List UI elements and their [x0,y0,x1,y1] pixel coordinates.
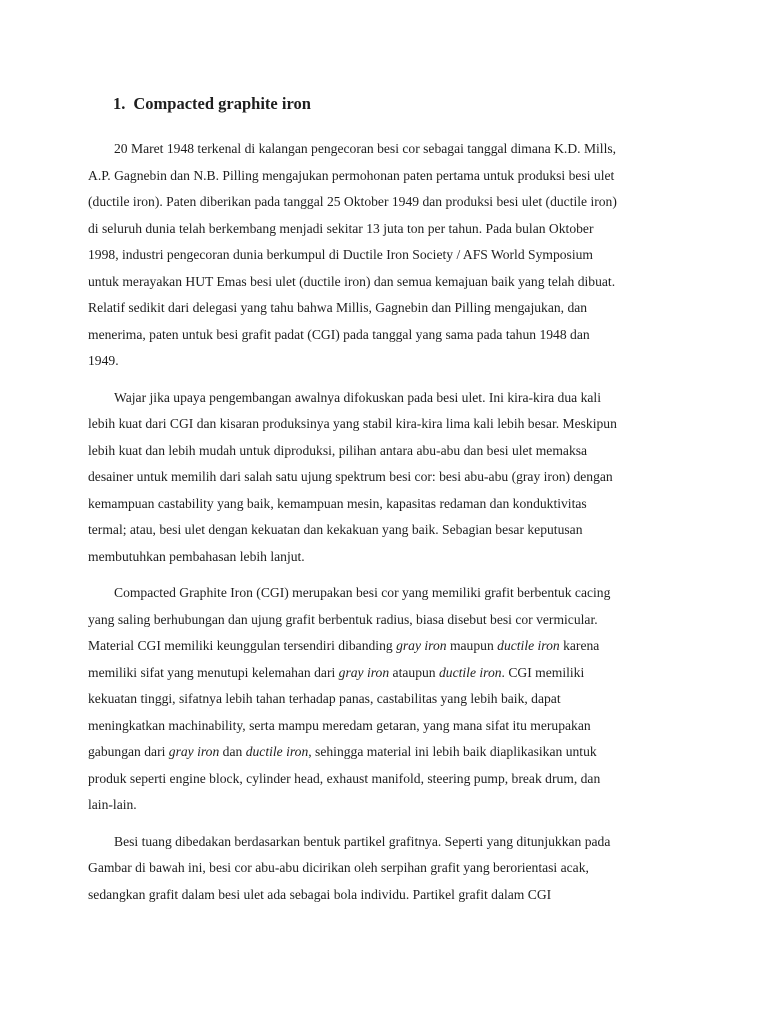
text-run: di seluruh dunia telah berkembang menjadi sekitar 13 juta ton per tahun. Pada bulan Oktober [88,220,594,236]
text-line [88,633,690,660]
text-line [88,766,690,793]
text-run: dan [219,744,246,759]
text-run: maupun [446,638,498,653]
text-line [88,189,690,216]
italic-term: ductile iron [497,638,560,653]
text-run: karena [559,638,600,653]
text-line [88,216,690,243]
text-run: untuk merayakan HUT Emas besi ulet (ductile iron) dan semua kemajuan baik yang telah dibuat. [88,273,616,289]
text-run: Gambar di bawah ini, besi cor abu-abu dicirikan oleh serpihan grafit yang berorientasi acak, [88,860,589,875]
text-run: termal; atau, besi ulet dengan kekuatan dan kekakuan yang baik. Sebagian besar keputusan [88,522,583,537]
text-run: produk seperti engine block, cylinder head, exhaust manifold, steering pump, break drum, dan [88,770,601,786]
text-line [88,136,690,163]
text-line [88,792,690,819]
text-line [88,348,690,375]
text-line [88,739,690,766]
text-line [88,242,690,269]
text-line [88,411,690,438]
text-line [88,322,690,349]
text-run: Besi tuang dibedakan berdasarkan bentuk partikel grafitnya. Seperti yang ditunjukkan pada [114,833,611,849]
text-line [88,686,690,713]
italic-term: gray iron [338,664,390,680]
paragraph [88,385,690,571]
text-run: Relatif sedikit dari delegasi yang tahu bahwa Millis, Gagnebin dan Pilling mengajukan, dan [88,300,588,315]
text-run: Wajar jika upaya pengembangan awalnya difokuskan pada besi ulet. Ini kira-kira dua kali [114,389,601,405]
paragraph [88,136,690,375]
text-run: menerima, paten untuk besi grafit padat (CGI) pada tanggal yang sama pada tahun 1948 dan [88,326,590,342]
text-run: kekuatan tinggi, sifatnya lebih tahan terhadap panas, castabilitas yang lebih baik, dapat [88,691,561,706]
text-line [88,385,690,412]
text-run: , sehingga material ini lebih baik diaplikasikan untuk [308,744,597,759]
paragraph [88,829,690,909]
text-run: Material CGI memiliki keunggulan tersendiri dibanding [88,638,397,653]
text-run: lain-lain. [88,797,137,812]
text-run: (ductile iron). Paten diberikan pada tanggal 25 Oktober 1949 dan produksi besi ulet (ductile iron) [88,194,617,209]
italic-term: gray iron [168,744,220,759]
text-run: lebih kuat dan lebih mudah untuk diproduksi, pilihan antara abu-abu dan besi ulet memaksa [88,442,588,458]
text-run: gabungan dari [88,744,169,759]
text-run: lebih kuat dari CGI dan kisaran produksinya yang stabil kira-kira lima kali lebih besar. Meskipun [88,416,617,431]
section-number: 1. [113,94,126,113]
text-line [88,163,690,190]
italic-term: ductile iron [439,664,502,680]
text-run: sedangkan grafit dalam besi ulet ada sebagai bola individu. Partikel grafit dalam CGI [88,886,552,902]
text-run: Compacted Graphite Iron (CGI) merupakan besi cor yang memiliki grafit berbentuk cacing [114,585,611,600]
text-run: ataupun [389,664,439,680]
section-heading [113,92,311,116]
text-line [88,464,690,491]
body-text [88,136,690,918]
text-line [88,491,690,518]
paragraph [88,580,690,819]
text-run: memiliki sifat yang menutupi kelemahan dari [88,664,339,680]
text-run: meningkatkan machinability, serta mampu meredam getaran, yang mana sifat itu merupakan [88,717,591,733]
text-run: yang saling berhubungan dan ujung grafit berbentuk radius, biasa disebut besi cor vermicular. [88,611,598,627]
text-line [88,607,690,634]
text-run: . CGI memiliki [501,664,585,680]
text-line [88,713,690,740]
text-line [88,269,690,296]
text-run: 20 Maret 1948 terkenal di kalangan pengecoran besi cor sebagai tanggal dimana K.D. Mills, [114,141,617,156]
text-run: desainer untuk memilih dari salah satu ujung spektrum besi cor: besi abu-abu (gray iron) dengan [88,469,613,484]
text-line [88,438,690,465]
text-run: membutuhkan pembahasan lebih lanjut. [88,548,305,564]
italic-term: ductile iron [245,744,309,759]
text-line [88,580,690,607]
text-run: 1998, industri pengecoran dunia berkumpul di Ductile Iron Society / AFS World Symposium [88,247,593,262]
text-line [88,660,690,687]
text-run: 1949. [88,353,119,368]
text-run: kemampuan castability yang baik, kemampuan mesin, kapasitas redaman dan konduktivitas [88,495,587,511]
text-line [88,544,690,571]
text-line [88,855,690,882]
section-title: Compacted graphite iron [133,94,311,113]
text-line [88,517,690,544]
text-line [88,829,690,856]
text-line [88,295,690,322]
italic-term: gray iron [396,638,447,653]
text-run: A.P. Gagnebin dan N.B. Pilling mengajukan permohonan paten pertama untuk produksi besi ulet [88,167,615,183]
text-line [88,882,690,909]
